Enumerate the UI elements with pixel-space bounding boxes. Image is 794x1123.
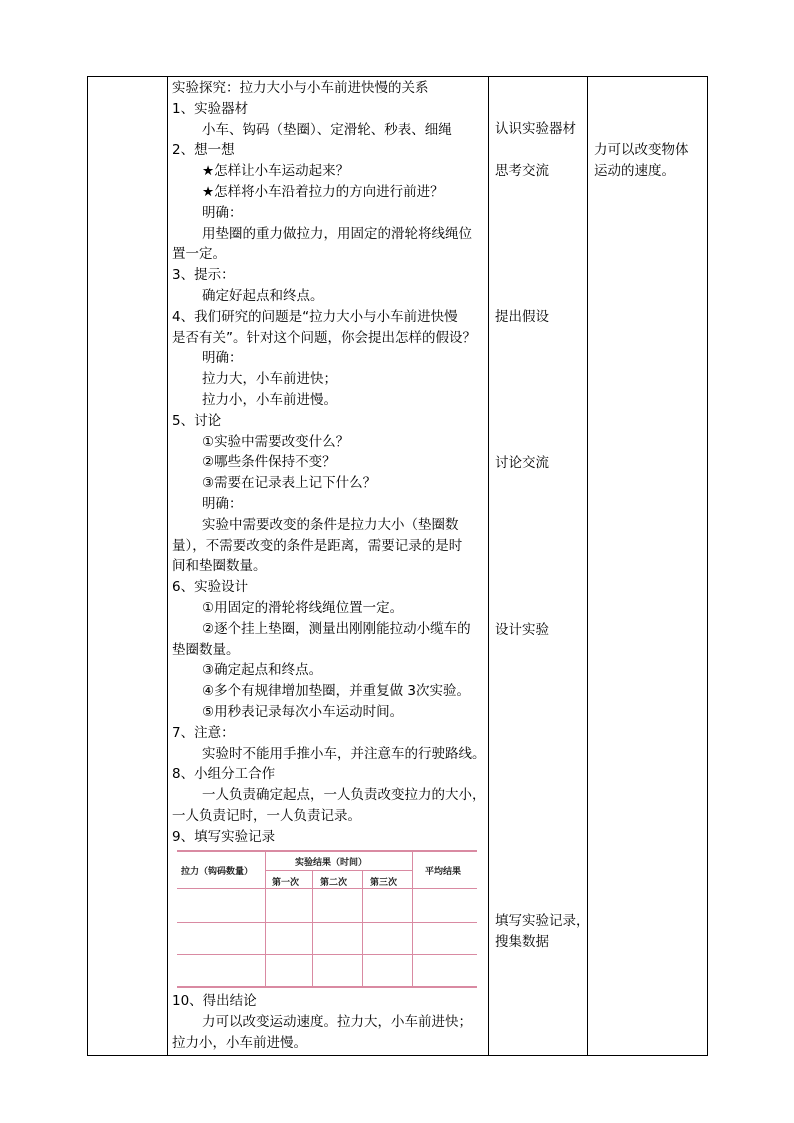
content-line: 8、小组分工合作 [172, 766, 276, 783]
table-rule [177, 888, 477, 889]
header-trial-1: 第一次 [272, 878, 300, 888]
content-line: ③确定起点和终点。 [202, 662, 323, 679]
table-rule [265, 850, 266, 986]
activity-think: 思考交流 [495, 163, 549, 179]
content-line: ④多个有规律增加垫圈，并重复做 3次实验。 [202, 683, 470, 700]
content-line: ①用固定的滑轮将线绳位置一定。 [202, 599, 404, 616]
content-line: 确定好起点和终点。 [202, 287, 324, 304]
content-line: 是否有关”。针对这个问题，你会提出怎样的假设？ [172, 329, 476, 346]
content-line: 置一定。 [172, 246, 226, 263]
table-rule [362, 870, 363, 986]
content-line: 垫圈数量。 [172, 641, 240, 658]
content-line: 拉力大，小车前进快； [202, 371, 337, 388]
content-line: 3、提示： [172, 267, 235, 284]
column-divider-2 [488, 76, 489, 1055]
content-line: 9、填写实验记录 [172, 828, 276, 845]
goal-line-1: 力可以改变物体 [594, 142, 689, 158]
content-line: 7、注意： [172, 724, 235, 741]
content-line: ★怎样让小车运动起来？ [202, 163, 350, 180]
content-line: 小车、钩码（垫圈）、定滑轮、秒表、细绳 [202, 121, 452, 138]
content-line: 明确： [202, 495, 243, 512]
column-divider-1 [167, 76, 168, 1055]
content-line: ★怎样将小车沿着拉力的方向进行前进？ [202, 183, 444, 200]
content-line: 明确： [202, 204, 243, 221]
table-rule [412, 850, 413, 986]
content-line: 1、实验器材 [172, 100, 249, 117]
content-line: ①实验中需要改变什么？ [202, 433, 350, 450]
content-line: 拉力小，小车前进慢。 [202, 391, 337, 408]
conclusion-line-1: 力可以改变运动速度。拉力大，小车前进快； [202, 1014, 472, 1030]
content-line: 一人负责记时，一人负责记录。 [172, 807, 361, 824]
content-line: 用垫圈的重力做拉力，用固定的滑轮将线绳位 [202, 225, 472, 242]
table-rule [312, 870, 313, 986]
column-divider-3 [587, 76, 588, 1055]
table-rule [265, 870, 412, 871]
activity-materials: 认识实验器材 [495, 121, 576, 137]
content-line: 6、实验设计 [172, 579, 249, 596]
content-line: 实验中需要改变的条件是拉力大小（垫圈数 [202, 516, 459, 533]
header-trial-2: 第二次 [320, 878, 348, 888]
header-average: 平均结果 [425, 867, 462, 877]
header-force: 拉力（钩码数量） [181, 867, 254, 877]
conclusion-title: 10、得出结论 [172, 993, 257, 1009]
content-line: 实验探究：拉力大小与小车前进快慢的关系 [172, 80, 429, 96]
activity-record-1: 填写实验记录， [495, 913, 590, 929]
content-line: ③需要在记录表上记下什么？ [202, 475, 377, 492]
table-rule [177, 922, 477, 923]
content-line: ⑤用秒表记录每次小车运动时间。 [202, 703, 404, 720]
table-rule [177, 850, 477, 852]
content-line: 5、讨论 [172, 412, 222, 429]
content-line: 2、想一想 [172, 142, 235, 159]
content-line: 4、我们研究的问题是“拉力大小与小车前进快慢 [172, 308, 458, 325]
content-line: 量），不需要改变的条件是距离，需要记录的是时 [172, 537, 463, 554]
table-rule [177, 986, 477, 988]
table-rule [177, 954, 477, 955]
activity-record-2: 搜集数据 [495, 934, 549, 950]
conclusion-line-2: 拉力小，小车前进慢。 [172, 1035, 307, 1051]
content-line: ②哪些条件保持不变？ [202, 454, 336, 471]
activity-design: 设计实验 [495, 622, 549, 638]
content-line: 明确： [202, 350, 243, 367]
activity-discuss: 讨论交流 [495, 455, 549, 471]
content-line: 一人负责确定起点，一人负责改变拉力的大小， [202, 787, 486, 804]
content-line: 间和垫圈数量。 [172, 558, 267, 575]
header-trial-3: 第三次 [370, 878, 398, 888]
content-line: 实验时不能用手推小车，并注意车的行驶路线。 [202, 745, 486, 762]
activity-hypothesis: 提出假设 [495, 309, 549, 325]
experiment-record-table [177, 850, 477, 988]
content-line: ②逐个挂上垫圈，测量出刚刚能拉动小缆车的 [202, 620, 471, 637]
teaching-content [172, 78, 484, 847]
header-result: 实验结果（时间） [295, 858, 368, 868]
goal-line-2: 运动的速度。 [594, 163, 675, 179]
